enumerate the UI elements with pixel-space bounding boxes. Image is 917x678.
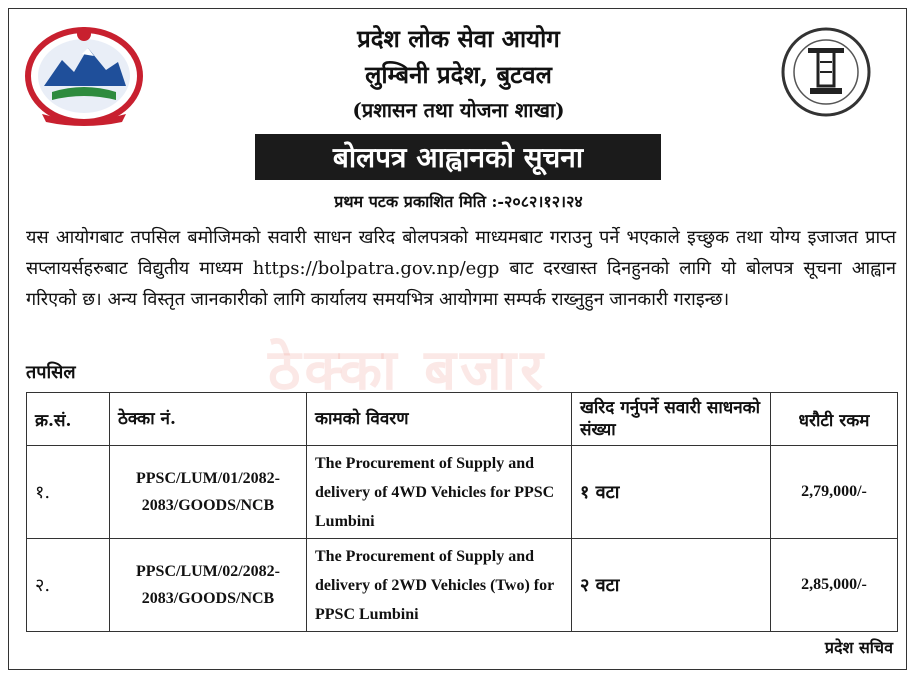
table-row (27, 539, 898, 632)
section-label: तपसिल (26, 362, 76, 383)
row-contract-no: PPSC/LUM/01/2082-2083/GOODS/NCB (110, 446, 307, 539)
province-location: लुम्बिनी प्रदेश, बुटवल (365, 60, 552, 89)
col-serial: क्र.सं. (27, 393, 110, 446)
col-quantity: खरिद गर्नुपर्ने सवारी साधनको संख्या (572, 393, 771, 446)
col-description: कामको विवरण (307, 393, 572, 446)
signer-title: प्रदेश सचिव (824, 638, 893, 657)
col-contract-no: ठेक्का नं. (110, 393, 307, 446)
table-header-row (27, 393, 898, 446)
watermark-logo: ठेक्का बजार (268, 337, 548, 403)
procurement-table (26, 392, 898, 632)
row-description: The Procurement of Supply and delivery of 4WD Vehicles for PPSC Lumbini (307, 446, 572, 539)
row-amount: 2,79,000/- (771, 446, 898, 539)
notice-body: यस आयोगबाट तपसिल बमोजिमको सवारी साधन खरिद बोलपत्रको माध्यमबाट गराउनु पर्ने भएकाले इच्छुक तथा योग्य इजाजत प्राप्त सप्लायर्सहरुबाट विद्युतीय माध्यम https://bolpatra.gov.np/egp बाट दरखास्त दिनहुनको लागि यो बोलपत्र सूचना आह्वान गरिएको छ। अन्य विस्तृत जानकारीको लागि कार्यालय समयभित्र आयोगमा सम्पर्क राख्नुहुन जानकारी गराइन्छ। (26, 227, 896, 310)
row-quantity: १ वटा (572, 446, 771, 539)
table-row (27, 446, 898, 539)
row-description: The Procurement of Supply and delivery of 2WD Vehicles (Two) for PPSC Lumbini (307, 539, 572, 632)
col-amount: धरौटी रकम (771, 393, 898, 446)
first-published-date: प्रथम पटक प्रकाशित मिति :-२०८२।१२।२४ (334, 192, 583, 211)
commission-name: प्रदेश लोक सेवा आयोग (357, 24, 560, 53)
notice-title-banner: बोलपत्र आह्वानको सूचना (255, 134, 661, 180)
row-serial: २. (27, 539, 110, 632)
row-amount: 2,85,000/- (771, 539, 898, 632)
row-quantity: २ वटा (572, 539, 771, 632)
row-contract-no: PPSC/LUM/02/2082-2083/GOODS/NCB (110, 539, 307, 632)
row-serial: १. (27, 446, 110, 539)
branch-name: (प्रशासन तथा योजना शाखा) (352, 98, 565, 122)
